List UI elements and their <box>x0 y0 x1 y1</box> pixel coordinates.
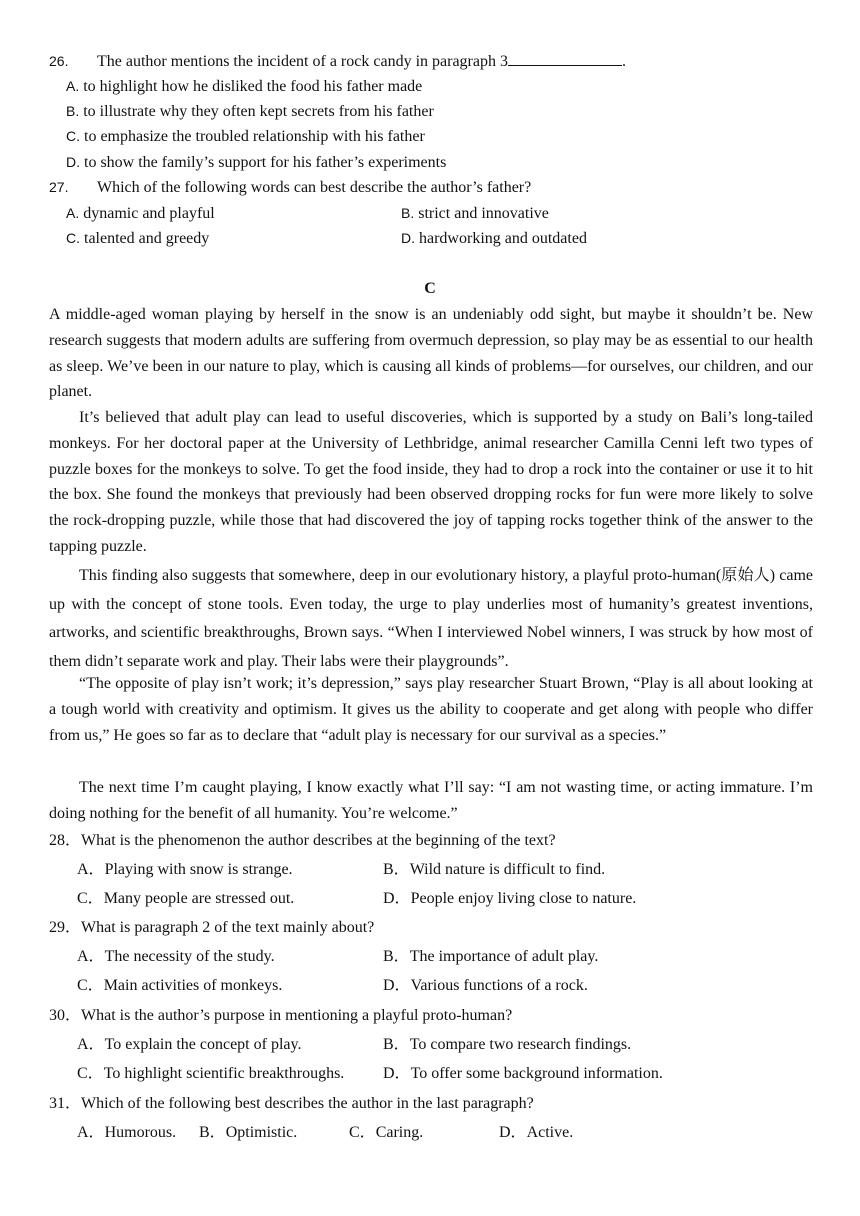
section-heading: C <box>424 280 436 297</box>
option-text: Humorous. <box>104 1124 177 1141</box>
option-text: Wild nature is difficult to find. <box>409 861 606 878</box>
option-letter: A. <box>66 78 80 94</box>
question-stem: Which of the following words can best describe the author’s father? <box>97 179 532 196</box>
option-letter: C． <box>77 1065 104 1082</box>
question-number: 26. <box>49 53 69 69</box>
question-stem: What is the author’s purpose in mentioning a playful proto-human? <box>81 1007 513 1024</box>
option-text: to emphasize the troubled relationship with his father <box>80 128 425 145</box>
passage-paragraph-4: “The opposite of play isn’t work; it’s depression,” says play researcher Stuart Brown, “Play is all about looking at a tough world with creativity and optimism. It gives us the ability to cooperate and get along with people who differ from us,” He goes so far as to declare that “adult play is necessary for our survival as a species.” <box>49 675 813 744</box>
option-letter: D． <box>499 1124 527 1141</box>
question-29 <box>49 918 374 938</box>
option-text: Playing with snow is strange. <box>104 861 293 878</box>
option-letter: D． <box>383 977 411 994</box>
option-text: Many people are stressed out. <box>103 890 295 907</box>
option-letter: B． <box>199 1124 226 1141</box>
option-letter: A. <box>66 205 80 221</box>
question-27 <box>49 177 531 198</box>
option-30-d <box>383 1064 663 1084</box>
option-letter: A． <box>77 861 105 878</box>
passage-paragraph-2: It’s believed that adult play can lead to useful discoveries, which is supported by a study on Bali’s long-tailed monkeys. For her doctoral paper at the University of Lethbridge, animal researcher Camilla Cenni left two types of puzzle boxes for the monkeys to solve. To get the food inside, they had to drop a rock into the container or use it to hit the box. She found the monkeys that previously had been observed dropping rocks for fun were more likely to solve the rock-dropping puzzle, while those that had discovered the joy of tapping rocks together think of the answer to the tapping puzzle. <box>49 409 813 555</box>
option-30-c <box>77 1064 344 1084</box>
option-text: Various functions of a rock. <box>410 977 588 994</box>
option-text: To offer some background information. <box>410 1065 663 1082</box>
option-text: to illustrate why they often kept secrets from his father <box>79 103 434 120</box>
option-29-b <box>383 947 598 967</box>
question-stem: The author mentions the incident of a rock candy in paragraph 3 <box>97 53 508 70</box>
option-letter: D. <box>401 230 415 246</box>
question-28 <box>49 831 556 851</box>
question-number: 28． <box>49 832 82 849</box>
option-letter: A． <box>77 1036 105 1053</box>
option-28-d <box>383 889 636 909</box>
option-text: To compare two research findings. <box>409 1036 632 1053</box>
option-letter: C． <box>77 890 104 907</box>
option-letter: B． <box>383 948 410 965</box>
option-text: Caring. <box>375 1124 424 1141</box>
option-30-a <box>77 1035 301 1055</box>
option-text: The importance of adult play. <box>409 948 599 965</box>
option-31-b <box>199 1123 297 1143</box>
option-text: To explain the concept of play. <box>104 1036 302 1053</box>
passage-paragraph-3: This finding also suggests that somewhere, deep in our evolutionary history, a playful proto-human(原始人) came up with the concept of stone tools. Even today, the urge to play underlies most of humanity’s greatest inventions, artworks, and scientific breakthroughs, Brown says. “When I interviewed Nobel winners, I was struck by how most of them didn’t separate work and play. Their labs were their playgrounds”. <box>49 567 813 670</box>
option-letter: B． <box>383 861 410 878</box>
option-27-b <box>401 203 549 224</box>
option-letter: B. <box>401 205 415 221</box>
option-text: Optimistic. <box>225 1124 298 1141</box>
option-28-b <box>383 860 605 880</box>
option-26-a <box>66 76 422 97</box>
option-27-c <box>66 228 209 249</box>
option-letter: D． <box>383 890 411 907</box>
option-26-d <box>66 152 446 173</box>
option-28-a <box>77 860 293 880</box>
option-29-c <box>77 976 282 996</box>
option-text: dynamic and playful <box>79 205 215 222</box>
option-text: Main activities of monkeys. <box>103 977 283 994</box>
option-29-d <box>383 976 588 996</box>
question-number: 31． <box>49 1095 82 1112</box>
option-text: To highlight scientific breakthroughs. <box>103 1065 345 1082</box>
option-letter: C． <box>77 977 104 994</box>
option-letter: C． <box>349 1124 376 1141</box>
option-text: talented and greedy <box>80 230 210 247</box>
option-text: to show the family’s support for his father’s experiments <box>80 154 447 171</box>
option-27-a <box>66 203 215 224</box>
question-number: 27. <box>49 179 69 195</box>
option-30-b <box>383 1035 631 1055</box>
option-text: The necessity of the study. <box>104 948 275 965</box>
option-26-b <box>66 101 434 122</box>
question-31 <box>49 1094 534 1114</box>
option-29-a <box>77 947 275 967</box>
option-28-c <box>77 889 294 909</box>
option-31-c <box>349 1123 423 1143</box>
option-31-a <box>77 1123 176 1143</box>
passage-paragraph-1: A middle-aged woman playing by herself in the snow is an undeniably odd sight, but maybe it shouldn’t be. New research suggests that modern adults are suffering from overmuch depression, so play may be as essential to our health as sleep. We’ve been in our nature to play, which is causing all kinds of problems—for ourselves, our children, and our planet. <box>49 306 813 401</box>
question-number: 29． <box>49 919 82 936</box>
option-text: People enjoy living close to nature. <box>410 890 637 907</box>
option-26-c <box>66 126 425 147</box>
question-30 <box>49 1006 512 1026</box>
option-letter: A． <box>77 948 105 965</box>
question-stem: What is the phenomenon the author describes at the beginning of the text? <box>81 832 556 849</box>
question-end: . <box>621 53 626 70</box>
option-letter: D． <box>383 1065 411 1082</box>
option-27-d <box>401 228 587 249</box>
question-number: 30． <box>49 1007 82 1024</box>
option-letter: D. <box>66 154 80 170</box>
option-31-d <box>499 1123 573 1143</box>
option-letter: C. <box>66 128 80 144</box>
passage-paragraph-5: The next time I’m caught playing, I know exactly what I’ll say: “I am not wasting time, or acting immature. I’m doing nothing for the benefit of all humanity. You’re welcome.” <box>49 779 813 822</box>
question-26 <box>49 51 626 72</box>
option-letter: B． <box>383 1036 410 1053</box>
answer-blank <box>508 51 622 66</box>
option-letter: C. <box>66 230 80 246</box>
question-stem: Which of the following best describes the author in the last paragraph? <box>81 1095 534 1112</box>
option-text: hardworking and outdated <box>415 230 587 247</box>
option-text: Active. <box>526 1124 574 1141</box>
option-text: to highlight how he disliked the food his father made <box>79 78 423 95</box>
option-letter: A． <box>77 1124 105 1141</box>
question-stem: What is paragraph 2 of the text mainly about? <box>81 919 375 936</box>
option-text: strict and innovative <box>414 205 549 222</box>
option-letter: B. <box>66 103 80 119</box>
